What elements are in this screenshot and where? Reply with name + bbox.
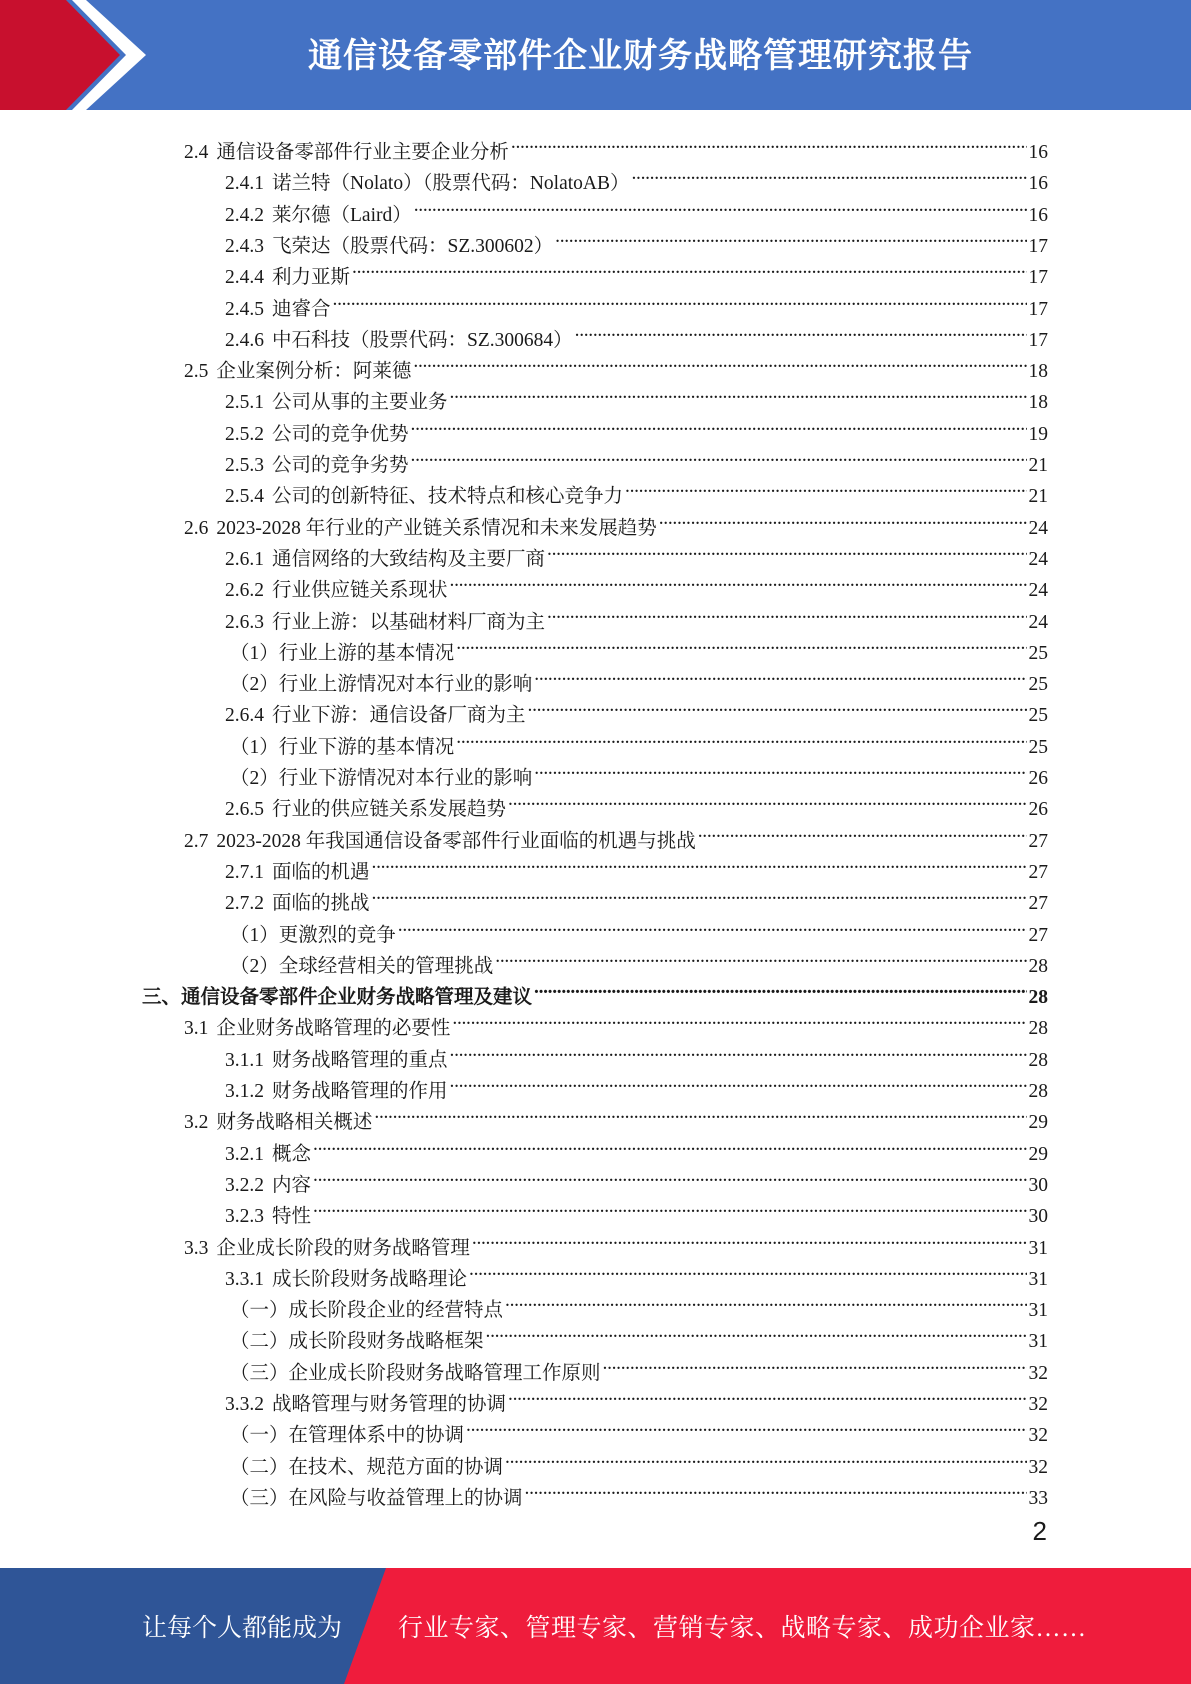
toc-entry-page: 17 [1028,235,1048,257]
toc-entry-number: 3.2.3 [225,1206,264,1228]
toc-entry-page: 28 [1028,1081,1048,1102]
toc-entry-page: 18 [1028,361,1048,383]
toc-entry-title: （一）在管理体系中的协调 [230,1425,465,1447]
toc-entry[interactable] [225,377,1048,414]
toc-entry-title: （一）成长阶段企业的经营特点 [230,1300,504,1322]
toc-entry-number: 2.4.6 [225,329,264,351]
toc-dot-leader [534,753,1026,784]
toc-entry-title: 2023-2028 年行业的产业链关系情况和未来发展趋势 [216,517,657,539]
toc-entry-page: 27 [1028,861,1048,883]
toc-entry-number: 2.6.4 [225,705,264,727]
toc-entry-number: 3.1.1 [225,1049,264,1071]
toc-dot-leader [452,1003,1026,1034]
toc-entry-page: 30 [1028,1174,1048,1196]
toc-dot-leader [372,878,1027,909]
toc-dot-leader [313,1191,1026,1222]
toc-entry-title: （1）行业下游的基本情况 [230,736,455,758]
toc-dot-leader [333,284,1027,315]
toc-dot-leader [625,471,1026,502]
toc-entry-number: 2.7.1 [225,861,264,883]
toc-entry[interactable] [184,1003,1048,1040]
toc-entry-page: 25 [1028,674,1048,696]
toc-entry-title: 行业的供应链关系发展趋势 [272,799,507,821]
toc-dot-leader [528,690,1027,721]
toc-entry-page: 27 [1028,893,1048,915]
toc-dot-leader [698,816,1027,847]
toc-entry-page: 31 [1028,1331,1048,1353]
toc-dot-leader [547,534,1026,565]
toc-entry-title: （1）行业上游的基本情况 [230,642,455,664]
toc-dot-leader [659,503,1027,534]
toc-entry-page: 32 [1028,1394,1048,1415]
toc-entry-page: 24 [1028,548,1048,570]
toc-entry-title: （二）成长阶段财务战略框架 [230,1331,484,1353]
toc-entry-page: 21 [1028,486,1048,508]
toc-entry-page: 28 [1028,955,1048,977]
toc-dot-leader [372,847,1027,878]
toc-entry-title: 战略管理与财务管理的协调 [272,1394,507,1415]
toc-dot-leader [313,1160,1026,1191]
toc-entry-number: 2.4.1 [225,173,264,195]
toc-dot-leader [469,1254,1026,1285]
toc-entry[interactable] [225,565,1048,602]
toc-dot-leader [508,784,1026,815]
document-title: 通信设备零部件企业财务战略管理研究报告 [308,35,973,76]
toc-dot-leader [603,1348,1027,1379]
toc-entry-title: 特性 [272,1206,312,1228]
toc-entry[interactable] [230,1316,1048,1353]
toc-entry[interactable] [225,1379,1048,1415]
toc-entry[interactable] [230,1442,1048,1478]
toc-dot-leader [525,1473,1027,1504]
toc-entry-title: （二）在技术、规范方面的协调 [230,1456,504,1478]
toc-dot-leader [411,440,1027,471]
toc-dot-leader [505,1442,1026,1473]
toc-dot-leader [505,1285,1026,1316]
toc-entry-page: 25 [1028,705,1048,727]
toc-entry-page: 31 [1028,1237,1048,1259]
toc-entry-page: 24 [1028,580,1048,602]
toc-dot-leader [450,565,1027,596]
toc-entry-number: 2.6 [184,517,209,539]
page-footer [0,1568,1191,1684]
toc-entry-title: 三、通信设备零部件企业财务战略管理及建议 [142,987,533,1009]
toc-dot-leader [374,1097,1026,1128]
toc-entry[interactable] [230,753,1048,789]
toc-entry-title: （2）行业下游情况对本行业的影响 [230,768,533,789]
toc-entry[interactable] [230,722,1048,758]
toc-entry[interactable] [225,1129,1048,1165]
toc-entry[interactable] [230,910,1048,946]
toc-entry[interactable] [225,252,1048,289]
toc-entry-number: 2.6.3 [225,611,264,633]
toc-entry-title: 企业财务战略管理的必要性 [216,1018,451,1040]
toc-entry-title: 面临的机遇 [272,861,370,883]
toc-entry-page: 24 [1028,611,1048,633]
header-arrow-graphic [0,0,170,110]
toc-entry-title: 公司的竞争优势 [272,423,409,445]
toc-entry-title: 通信设备零部件行业主要企业分析 [216,142,509,163]
toc-entry-page: 29 [1028,1143,1048,1165]
toc-entry-number: 3.2 [184,1112,209,1134]
toc-entry-number: 2.7.2 [225,893,264,915]
toc-entry[interactable] [225,471,1048,508]
toc-entry[interactable] [230,941,1048,977]
toc-entry-number: 2.5.2 [225,423,264,445]
toc-entry-title: 2023-2028 年我国通信设备零部件行业面临的机遇与挑战 [216,830,696,852]
toc-dot-leader [555,221,1026,252]
toc-entry-title: 企业成长阶段的财务战略管理 [216,1237,470,1259]
toc-dot-leader [398,910,1027,941]
toc-entry-page: 19 [1028,423,1048,445]
toc-dot-leader [456,722,1026,753]
toc-entry[interactable] [225,1066,1048,1102]
toc-dot-leader [486,1316,1027,1347]
footer-slogan-left: 让每个人都能成为 [142,1615,343,1642]
toc-entry[interactable] [225,1191,1048,1228]
toc-entry-title: （三）企业成长阶段财务战略管理工作原则 [230,1362,601,1384]
toc-entry-title: 诺兰特（Nolato）（股票代码：NolatoAB） [272,173,630,195]
toc-entry[interactable] [225,190,1048,226]
toc-entry[interactable] [225,315,1048,351]
toc-dot-leader [411,409,1027,440]
toc-entry-number: 2.4.3 [225,235,264,257]
toc-entry[interactable] [230,628,1048,664]
toc-dot-leader [511,127,1027,158]
toc-dot-leader [450,1066,1027,1097]
page-number: 2 [1032,1516,1047,1546]
toc-entry-title: 通信网络的大致结构及主要厂商 [272,548,546,570]
toc-entry-page: 18 [1028,392,1048,414]
toc-entry-title: 莱尔德（Laird） [272,204,412,226]
toc-entry-page: 27 [1028,830,1048,852]
toc-dot-leader [450,1035,1027,1066]
toc-entry-title: 财务战略相关概述 [216,1112,373,1134]
toc-entry-page: 17 [1028,329,1048,351]
toc-entry-title: （2）行业上游情况对本行业的影响 [230,674,533,696]
toc-entry-number: 2.4 [184,142,209,163]
toc-entry-number: 2.5.1 [225,392,264,414]
toc-entry-page: 27 [1028,924,1048,946]
toc-entry-page: 25 [1028,736,1048,758]
toc-entry-title: 公司的竞争劣势 [272,455,409,476]
toc-entry[interactable] [225,409,1048,445]
toc-entry-page: 16 [1028,173,1048,195]
toc-entry-title: 面临的挑战 [272,893,370,915]
toc-entry[interactable] [225,221,1048,257]
toc-entry[interactable] [225,1254,1048,1290]
toc-entry-title: 迪睿合 [272,298,331,320]
toc-entry-title: 成长阶段财务战略理论 [272,1268,468,1290]
toc-entry-page: 29 [1028,1112,1048,1134]
toc-entry-page: 25 [1028,642,1048,664]
toc-entry[interactable] [225,534,1048,570]
toc-dot-leader [547,597,1026,628]
toc-entry[interactable] [225,440,1048,476]
toc-entry-number: 2.7 [184,830,209,852]
toc-entry-page: 17 [1028,298,1048,320]
toc-entry-page: 21 [1028,455,1048,476]
toc-entry-title: 利力亚斯 [272,267,351,289]
toc-entry-page: 32 [1028,1456,1048,1478]
toc-dot-leader [413,346,1026,377]
toc-entry-page: 31 [1028,1268,1048,1290]
toc-entry[interactable] [184,127,1048,163]
toc-entry-number: 2.5.3 [225,455,264,476]
toc-entry-title: （1）更激烈的竞争 [230,924,396,946]
toc-entry[interactable] [230,659,1048,696]
toc-dot-leader [352,252,1026,283]
toc-entry[interactable] [184,1097,1048,1134]
toc-entry[interactable] [225,847,1048,883]
toc-entry[interactable] [230,1410,1048,1447]
toc-entry[interactable] [225,284,1048,320]
toc-entry-number: 2.4.5 [225,298,264,320]
toc-entry-title: 飞荣达（股票代码：SZ.300602） [272,235,554,257]
toc-entry-title: 概念 [272,1143,312,1165]
toc-dot-leader [575,315,1027,346]
toc-entry-number: 2.6.5 [225,799,264,821]
toc-entry[interactable] [142,972,1048,1009]
toc-entry[interactable] [230,1348,1048,1384]
toc-entry-page: 30 [1028,1206,1048,1228]
toc-entry-page: 26 [1028,799,1048,821]
toc-entry[interactable] [225,784,1048,821]
toc-entry-number: 3.1 [184,1018,209,1040]
toc-entry-title: 财务战略管理的重点 [272,1049,448,1071]
toc-entry-number: 2.6.2 [225,580,264,602]
toc-entry[interactable] [225,1035,1048,1071]
toc-entry-page: 28 [1028,1049,1048,1071]
toc-entry-number: 2.5 [184,361,209,383]
toc-dot-leader [631,158,1026,189]
toc-entry-page: 33 [1028,1487,1048,1509]
toc-dot-leader [534,659,1026,690]
toc-entry-number: 3.3.2 [225,1394,264,1415]
toc-entry-page: 32 [1028,1362,1048,1384]
toc-entry-title: 财务战略管理的作用 [272,1081,448,1102]
toc-dot-leader [508,1379,1026,1410]
toc-entry-title: 内容 [272,1174,312,1196]
toc-entry-title: （三）在风险与收益管理上的协调 [230,1487,523,1509]
toc-entry-title: 行业下游：通信设备厂商为主 [272,705,526,727]
toc-dot-leader [456,628,1026,659]
toc-entry[interactable] [225,1160,1048,1196]
toc-dot-leader [450,377,1027,408]
toc-entry-page: 24 [1028,517,1048,539]
toc-dot-leader [414,190,1027,221]
toc-entry[interactable] [184,1223,1048,1259]
toc-dot-leader [495,941,1026,972]
toc-entry-number: 3.3 [184,1237,209,1259]
toc-entry-page: 31 [1028,1300,1048,1322]
toc-entry[interactable] [230,1285,1048,1322]
toc-entry-title: 公司从事的主要业务 [272,392,448,414]
toc-entry-title: 中石科技（股票代码：SZ.300684） [272,329,573,351]
toc-entry[interactable] [225,878,1048,915]
toc-entry-page: 32 [1028,1425,1048,1447]
toc-entry[interactable] [230,1473,1048,1509]
toc-entry-page: 28 [1028,1018,1048,1040]
toc-entry-number: 2.4.4 [225,267,264,289]
toc-entry-number: 2.4.2 [225,204,264,226]
toc-entry[interactable] [184,816,1048,852]
toc-entry[interactable] [225,690,1048,727]
page-header [0,0,1191,110]
toc-entry-title: （2）全球经营相关的管理挑战 [230,955,494,977]
toc-entry[interactable] [225,597,1048,633]
toc-entry[interactable] [184,346,1048,383]
toc-entry-title: 公司的创新特征、技术特点和核心竞争力 [272,486,624,508]
toc-entry-page: 17 [1028,267,1048,289]
toc-entry-page: 16 [1028,142,1048,163]
toc-entry-number: 3.1.2 [225,1081,264,1102]
toc-entry-number: 3.3.1 [225,1268,264,1290]
toc-dot-leader [313,1129,1026,1160]
toc-entry[interactable] [225,158,1048,195]
toc-entry-title: 企业案例分析：阿莱德 [216,361,412,383]
toc-entry-number: 3.2.1 [225,1143,264,1165]
toc-entry-page: 28 [1028,987,1048,1009]
footer-slogan-right: 行业专家、管理专家、营销专家、战略专家、成功企业家…… [398,1615,1087,1642]
toc-entry-number: 2.6.1 [225,548,264,570]
toc-entry-number: 2.5.4 [225,486,264,508]
toc-entry-title: 行业供应链关系现状 [272,580,448,602]
toc-dot-leader [472,1223,1027,1254]
toc-dot-leader [534,972,1026,1003]
toc-entry-number: 3.2.2 [225,1174,264,1196]
toc-dot-leader [466,1410,1026,1441]
toc-entry-page: 26 [1028,768,1048,789]
toc-entry-page: 16 [1028,204,1048,226]
toc-entry-title: 行业上游：以基础材料厂商为主 [272,611,546,633]
toc-entry[interactable] [184,503,1048,539]
